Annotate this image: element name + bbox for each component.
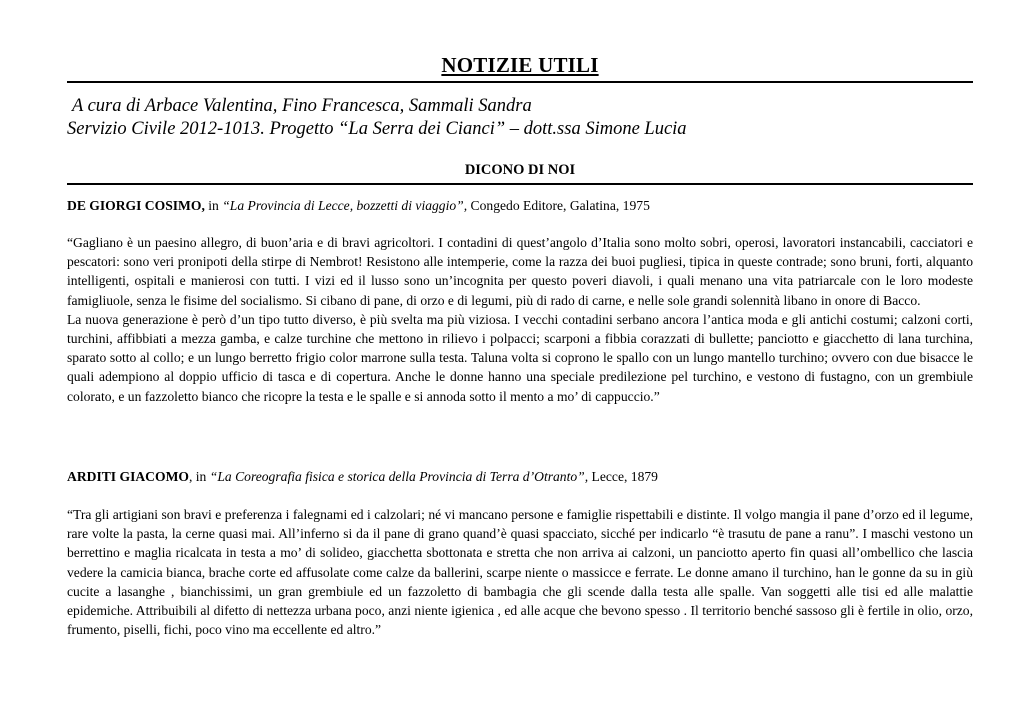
page-title: NOTIZIE UTILI — [441, 53, 599, 77]
citation-in: in — [204, 198, 223, 213]
credits-project: Servizio Civile 2012-1013. Progetto “La Serra dei Cianci” – dott.ssa Simone Lucia — [67, 119, 687, 139]
quote-block-2 — [67, 505, 973, 639]
title-divider — [67, 81, 973, 83]
quote-paragraph: “Gagliano è un paesino allegro, di buon’aria e di bravi agricoltori. I contadini di quest’angolo d’Italia sono molto sobri, operosi, lavoratori instancabili, cacciatori e pescatori: sono veri pronipoti della stirpe di Nembrot! Resistono alle intemperie, come la razza dei buoi pugliesi, tipica in queste contrade; sono bruni, forti, alquanto intelligenti, ospitali e manierosi con tutti. I vizi ed il lusso sono un’incognita per questo poveri diavoli, i quali menano una vita patriarcale con le loro modeste famigliuole, senza le fisime del socialismo. Si cibano di pane, di orzo e di legumi, più di rado di carne, e nelle sole grandi solennità libano in onore di Bacco. — [67, 235, 973, 308]
credits-authors: A cura di Arbace Valentina, Fino Francesca, Sammali Sandra — [72, 96, 532, 116]
document-page — [67, 0, 973, 724]
citation-in: , in — [188, 469, 210, 484]
quote-paragraph: La nuova generazione è però d’un tipo tutto diverso, è più svelta ma più viziosa. I vecchi contadini serbano ancora l’antica moda e gli antichi costumi; calzoni corti, turchini, affibbiati a mezza gamba, e calze turchine che mettono in rilievo i polpacci; scarponi a fibbia corazzati di bullette; panciotto e giacchetto di lana turchina, sparato sotto al collo; e un lungo berretto frigio color marrone sulla testa. Taluna volta si coprono le spallo con un lungo mantello turchino; ovvero con due bisacce le quali adempiono al doppio ufficio di tasca e di copertura. Anche le donne hanno una speciale predilezione pel turchino, e vestono di fustagno, con un grembiule colorato, e un fazzoletto bianco che ricopre la testa e le spalle e si annoda sotto il mento a mo’ di cappuccio.” — [67, 311, 973, 404]
quote-paragraph: “Tra gli artigiani son bravi e preferenza i falegnami ed i calzolari; né vi mancano persone e famiglie rispettabili e distinte. Il volgo mangia il pane d’orzo ed il legume, rare volte la pasta, la cerne quasi mai. All’inferno si da il pane di grano quand’è quasi spacciato, sicché per indicarlo “è trasutu de pane a ranu”. I maschi vestono un berrettino e maglia ricalcata in testa a mo’ di solideo, giacchetta sbottonata e stretta che non arriva ai calzoni, un panciotto aperto fin quasi all’ombellico che lascia vedere la camicia bianca, brache corte ed affusolate come calze da ballerini, scarpe niente o massicce e ferrate. Le donne amano il turchino, han le gonne da su in giù cucite a lasanghe , bianchissimi, un gran grembiule ed un fazzoletto di bambagia che gli scende dalla testa alle spalle. Van soggetti alle tisi ed alle malattie epidemiche. Attribuibili al difetto di nettezza urbana poco, anzi niente igienica , ed alle acque che bevono spesso . Il territorio benché sassoso gli è fertile in olio, orzo, frumento, piselli, fichi, poco vino ma eccellente ed altro.” — [67, 507, 973, 638]
section-divider — [67, 183, 973, 185]
citation-author: ARDITI GIACOMO — [67, 469, 189, 484]
citation-publisher: Lecce, 1879 — [588, 469, 658, 484]
citation-publisher: Congedo Editore, Galatina, 1975 — [467, 198, 650, 213]
citation-author: DE GIORGI COSIMO, — [67, 198, 205, 213]
credits-block — [67, 95, 973, 141]
citation-work: “La Coreografia fisica e storica della Provincia di Terra d’Otranto”, — [209, 469, 589, 484]
section-title: DICONO DI NOI — [464, 162, 576, 178]
source-citation-1 — [67, 196, 973, 215]
citation-work: “La Provincia di Lecce, bozzetti di viaggio”, — [222, 198, 468, 213]
source-citation-2 — [67, 467, 973, 486]
quote-block-1 — [67, 233, 973, 406]
